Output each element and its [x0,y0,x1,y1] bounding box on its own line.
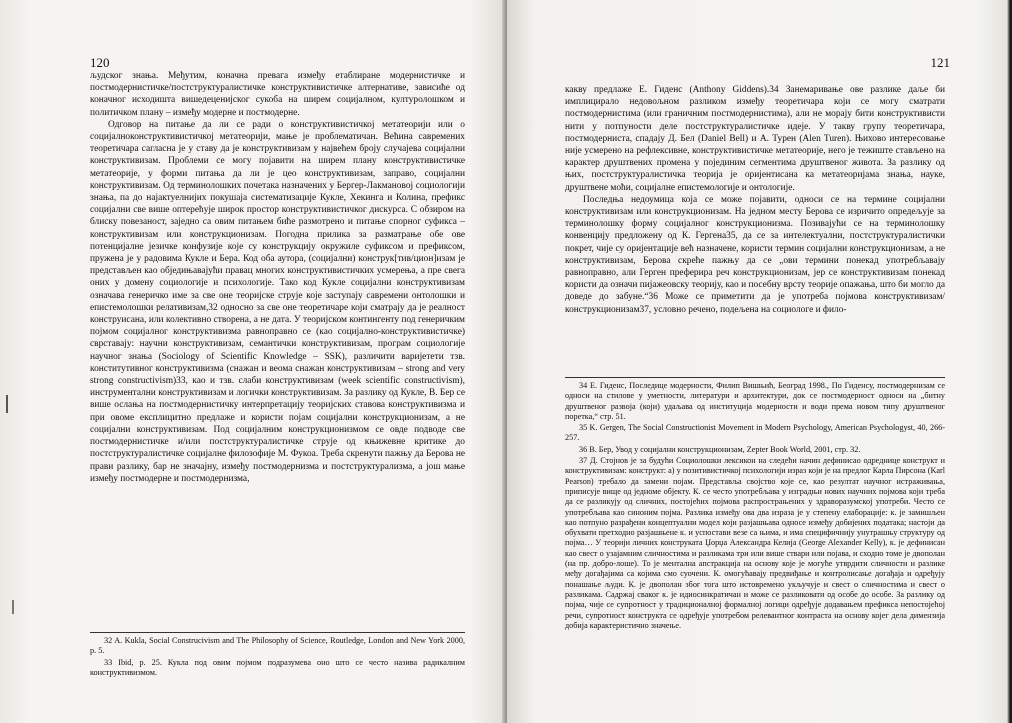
footnote-35: 35 K. Gergen, The Social Constructionist Movement in Modern Psychology, American Psychologyst, 40, 266-257. [565,423,945,443]
page-number-right: 121 [930,55,950,70]
paragraph: људског знања. Међутим, коначна превага између етаблиране модернистичке и постмодернистичке/постструктуралистичке конструктивистичке алтернативе, зависиће од коначног исходишта вишедеценијског сукоба на ширем социјалном, културолошком и политичком плану – између модерне и постмодерне. [90,71,465,118]
paragraph: Последња недоумица која се може појавити, односи се на термине социјални конструктивизам или конструкционизам. На једном месту Берова се изричито опредељује за терминолошку форму социјалног конструкционизма. Позивајући се на терминолошку конвенцију предложену од К. Гергена35, да се за интелектуални, постструктуралистички покрет, чије су оријентације већ назначене, користи термин социјални конструкционизам, а не конструктивизам, Берова скреће пажњу да се „ови термини понекад употребљавају равноправно, али Герген преферира реч конструкционизам, јер се конструктивизам понекад користи да означи пијажеовску теорију, као и посебну врсту теорије опажања, што би могло да доведе до забуне.“36 Може се приметити да је употреба појмова конструктивизам/ конструкционизам37, условно речено, подељена на социологе и фило- [565,194,945,315]
paragraph: Одговор на питање да ли се ради о конструктивистичкој метатеорији или о социјалноконструктивистичкој метатеорији, мање је проблематичан. Већина савремених теоретичара сагласна је у ставу да је конструктивизам у највећем броју случајева социјални конструктивизам. Проблеми се могу појавити на ширем плану конструктивистичке метатеорије, у форми питања да ли је цео конструктивизам, заправо, социјални конструктивизам. Од терминолошких почетака назначених у Бергер-Лакмановој социологији знања, па до најактуелнијих покушаја систематизације Кукле, Хекинга и Колина, префикс социјални све више оптерећује широк простор конструктивистичког дискурса. С обзиром на блиску повезаност, заједно са овим питањем биће размотрено и питање спорног суфикса – конструктивизам или конструкционизам. Погодна прилика за разматрање обе ове потенцијалне језичке конфузије које су конструкцију окружиле суфиксом и префиксом, пружена је у радовима Кукле и Бера. Код оба аутора, (социјални) конструк[тив/цион]изам је представљен као обједињавајући правац многих конструктивистичких усмерења, а пре свега оних у домену социологије и психологије. Тако код Кукле социјални конструктивизам означава генеричко име за све оне теоријске струје које заступају савремени онтолошки и епистемолошки релативизам,32 односно за све оне теоретичаре који сматрају да је реалност конструисана, или колективно створена, а не дата. У теоријском контингенту под генеричким појмом социјалног конструктивизма равноправно се (као социјално-конструктивистичке) сврставају: научни конструктивизам, семантички конструктивизам, програм социологије научног знања (Sociology of Scientific Knowledge – SSK), различити варијетети тзв. конститутивног конструктивизма (снажан и веома снажан конструктивизам – strong and very strong constructivism)33, као и тзв. слаби конструктивизам (week scientific constructivism), инструментални конструктивизам и логички конструктивизам. За разлику од Кукле, В. Бер се више ослања на постмодернистичку интерпретацију теоријских ставова конструктивизма и при овоме експлицитно предлаже и користи појам социјални конструкционизам, а не социјални конструктивизам. Под социјалним конструкционизмом се овде подводе све постмодернистичке и/или постструктуралистичке струје од књижевне критике до постструктуралистичке социјалне филозофије М. Фукоа. Треба скренути пажњу да Берова не прави разлику, бар не значајну, између постмодернизма и постструктурализма, а још мање између постмодерне и постмодернизма, [90,119,465,484]
left-footnotes [90,632,465,679]
left-body-text [90,70,465,485]
footnote-33: 33 Ibid, p. 25. Кукла под овим појмом подразумева оно што се често назива радикалним конструктивизмом. [90,657,465,677]
footnote-37: 37 Д. Стојнов је за будући Социолошки лексикон на следећи начин дефинисао одреднице конструкт и конструктивизам: конструкт: а) у позитивистичкој психологији израз који је на предлог Карла Пирсона (Karl Pearson) требало да замени појам. Представља својство које се, као резултат научног истраживања, приписује вище од једноме објекту. К. се често употребљава у изградњи нових научних појмова који треба да се разликују од сличних, постојећих појмова распрострањених у здраворазумској употреби. Често се употребљава као синоним појма. Разлика између ова два израза је у степену елаборације: к. је замишљен као потпуно разрађени концептуални модел који разјашњава односе између добијених података; настоји да обухвати претходно разјашњене к. и успостави везе са њима, и има специфичнију унутрашњу структуру од појма… У теорији личних конструката Џорџа Александра Келија (George Alexander Kelly), к. је дефинисан као свест о узајамним сличностима и разликама три или више ствари или појава, и сходно томе је двополан (на пр. добро-лоше). То је ментална апстракција на основу које је могуће утврдити сличности и разлике међу догађајима са којима смо суочени. К. омогућавају предвиђање и контролисање догађаја и одређују понашање људи. К. је двополан због тога што истовремено укључује и свест о сличностима и свест о разликама. Садржај сваког к. је идиосинкратичан и може се разликовати од особе до особе. За разлику од појма, чије се супротност у традиционалној формалној логици одређује додавањем префикса непостојећој речи, супротност конструкта се одређује употребом релевантног контраста на основу којег дела димензија добија карактеристично значење. [565,456,945,630]
footnote-36: 36 В. Бер, Увод у социјални конструкционизам, Zepter Book World, 2001, стр. 32. [579,444,861,454]
margin-mark [12,600,14,614]
right-body-text [565,84,945,316]
paragraph: какву предлаже Е. Гиденс (Anthony Giddens).34 Занемаривање ове разлике даље би имплицирало недовољном разликом између теоретичара који се могу сматрати постмодернистима (или граничним постмодернистима), али не морају бити конструктивисти нити у потпуности деле постструктуралистичке идеје. У такву групу теоретичара, постмодерниста, спадају Д. Бел (Daniel Bell) и А. Турен (Alen Turen). Њихово интересовање није усмерено на рефлексивне, конструктивистичке метатеорије, него је тежиште стављено на карактер друштвених промена у појединим сегментима друштвеног живота. За разлику од њих, постструктуралистичка теорија је оријентисана ка метатеоријама знања, науке, друштвене моћи, социјалне епистемологије и онтологије. [565,85,945,193]
footnote-32: 32 A. Kukla, Social Construcivism and The Philosophy of Science, Routledge, London and New York 2000, p. 5. [90,636,465,656]
right-footnotes [565,377,945,632]
footnote-34: 34 Е. Гиденс, Последице модерности, Филип Вишњић, Београд 1998., По Гиденсу, постмодернизам се односи на стилове у уметности, литератури и архитектури, док се постмодерност односи на „битну друштвеног развоја (који) удаљава од институција модерности и води према новом типу друштвеног поретка,“ стр. 51. [565,381,945,421]
margin-mark [6,395,8,413]
page-number-left: 120 [90,55,110,70]
